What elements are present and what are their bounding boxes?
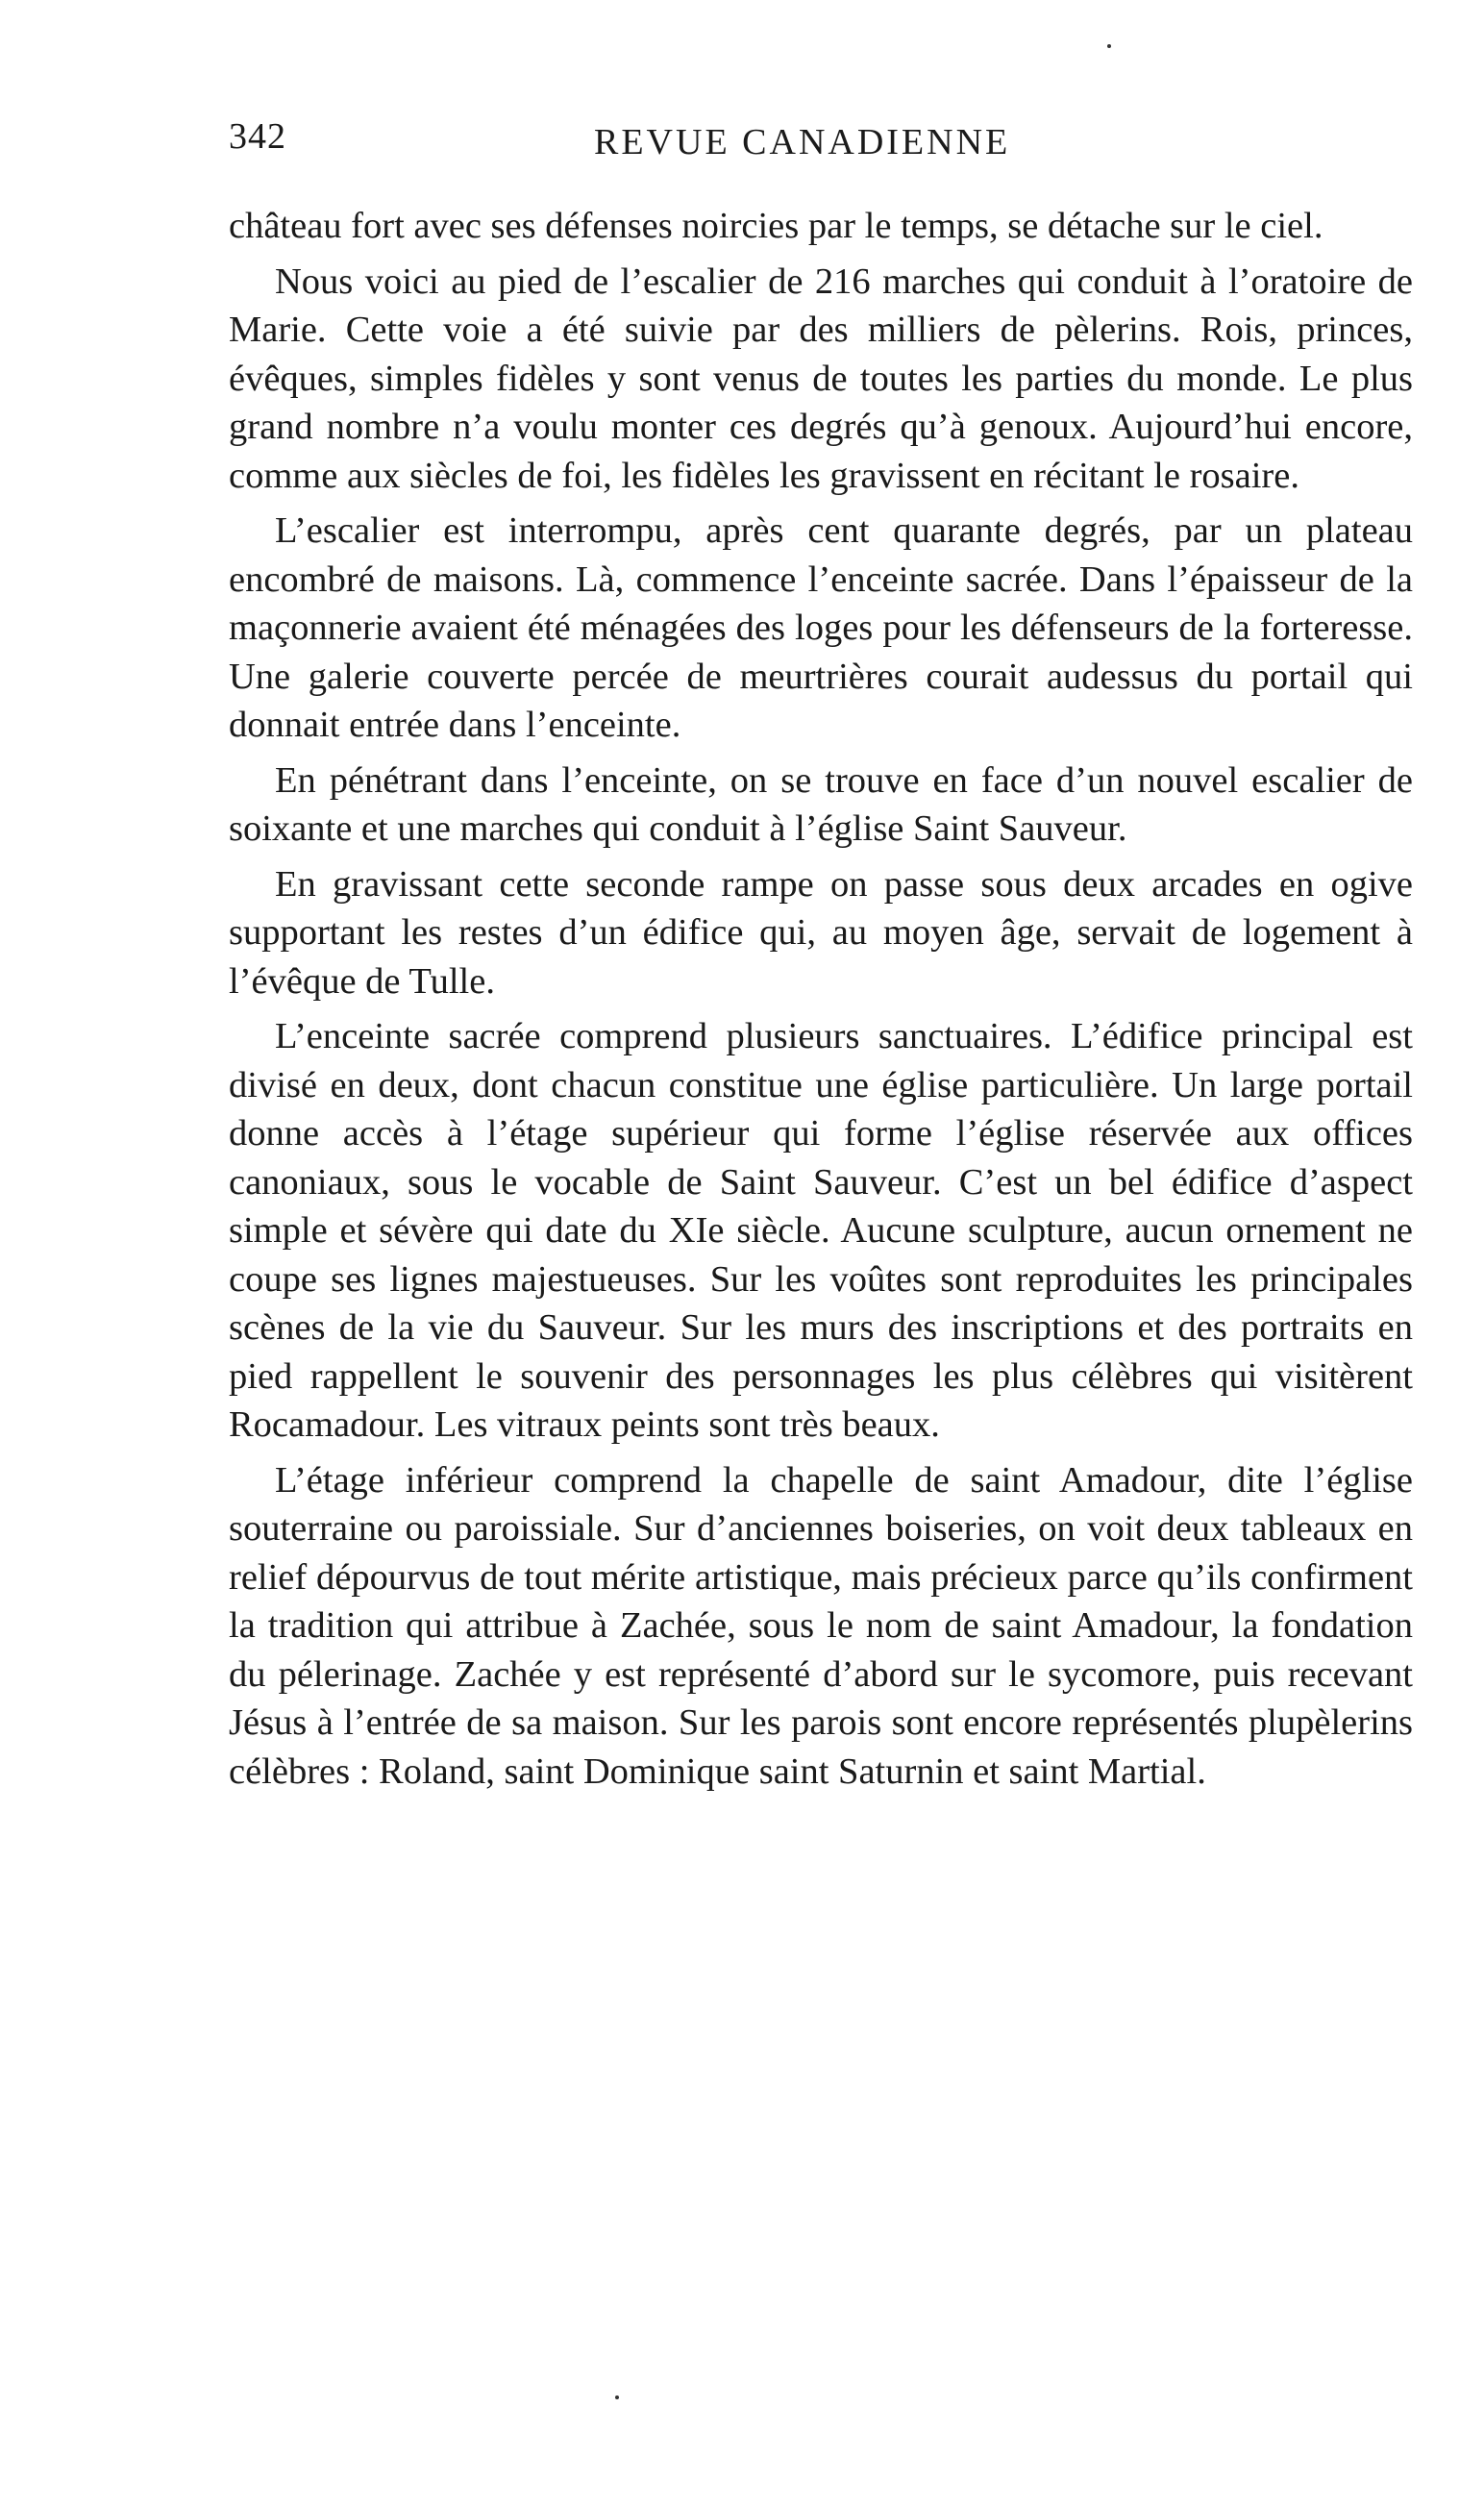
paragraph: En pénétrant dans l’enceinte, on se trouve en face d’un nouvel escalier de soixante et une marches qui conduit à l’église Saint Sauveur. <box>229 759 1413 849</box>
page-header <box>229 115 1401 183</box>
page-number: 342 <box>229 116 286 157</box>
paragraph: En gravissant cette seconde rampe on passe sous deux arcades en ogive supportant les restes d’un édifice qui, au moyen âge, servait de logement à l’évêque de Tulle. <box>229 863 1413 1002</box>
scan-speck <box>615 2395 619 2399</box>
scan-speck <box>1107 44 1111 48</box>
paragraph: L’étage inférieur comprend la chapelle de saint Amadour, dite l’église souterraine ou paroissiale. Sur d’anciennes boiseries, on voit deux tableaux en relief dépourvus de tout mérite artistique, mais précieux parce qu’ils confirment la tradition qui attribue à Zachée, sous le nom de saint Amadour, la fondation du pélerinage. Zachée y est représenté d’abord sur le sycomore, puis recevant Jésus à l’entrée de sa maison. Sur les parois sont encore représentés plupèlerins célèbres : Roland, saint Dominique saint Saturnin et saint Martial. <box>229 1459 1413 1792</box>
running-title: REVUE CANADIENNE <box>594 122 1011 162</box>
paragraph: Nous voici au pied de l’escalier de 216 marches qui conduit à l’oratoire de Marie. Cette voie a été suivie par des milliers de pèlerins. Rois, princes, évêques, simples fidèles y sont venus de toutes les parties du monde. Le plus grand nombre n’a voulu monter ces degrés qu’à genoux. Aujourd’hui encore, comme aux siècles de foi, les fidèles les gravissent en récitant le rosaire. <box>229 261 1413 496</box>
article-body <box>229 202 1413 1802</box>
paragraph: château fort avec ses défenses noircies par le temps, se détache sur le ciel. <box>229 206 1323 246</box>
paragraph: L’enceinte sacrée comprend plusieurs sanctuaires. L’édifice principal est divisé en deux, dont chacun constitue une église particulière. Un large portail donne accès à l’étage supérieur qui forme l’église réservée aux offices canoniaux, sous le vocable de Saint Sauveur. C’est un bel édifice d’aspect simple et sévère qui date du XIe siècle. Aucune sculpture, aucun ornement ne coupe ses lignes majestueuses. Sur les voûtes sont reproduites les principales scènes de la vie du Sauveur. Sur les murs des inscriptions et des portraits en pied rappellent le souvenir des personnages les plus célèbres qui visitèrent Rocamadour. Les vitraux peints sont très beaux. <box>229 1016 1413 1445</box>
paragraph: L’escalier est interrompu, après cent quarante degrés, par un plateau encombré de maisons. Là, commence l’enceinte sacrée. Dans l’épaisseur de la maçonnerie avaient été ménagées des loges pour les défenseurs de la forteresse. Une galerie couverte percée de meurtrières courait audessus du portail qui donnait entrée dans l’enceinte. <box>229 510 1413 745</box>
